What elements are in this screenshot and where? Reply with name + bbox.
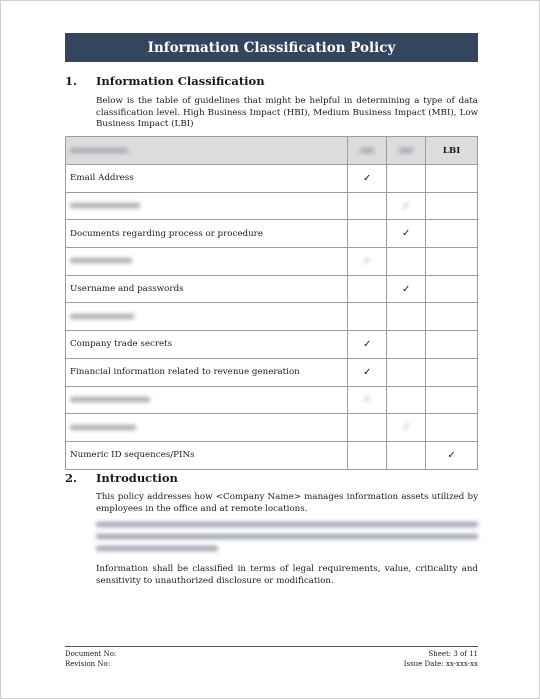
footer-issue-date: Issue Date: xx-xxx-xx	[403, 659, 478, 668]
mark-lbi	[426, 331, 478, 359]
mark-hbi	[348, 414, 387, 442]
section-title: Information Classification	[96, 74, 265, 88]
header-cell-lbi: LBI	[426, 137, 478, 165]
mark-hbi	[348, 303, 387, 331]
table-row	[66, 386, 478, 414]
table-row	[66, 220, 478, 248]
section-title: Introduction	[96, 471, 178, 485]
table-row	[66, 358, 478, 386]
mark-hbi	[348, 358, 387, 386]
mark-mbi	[387, 192, 426, 220]
mark-hbi	[348, 192, 387, 220]
mark-hbi	[348, 165, 387, 193]
redacted-check-icon: ✓	[401, 200, 411, 212]
mark-mbi	[387, 303, 426, 331]
row-label: Company trade secrets	[66, 331, 348, 359]
check-icon: ✓	[447, 449, 456, 461]
mark-hbi	[348, 441, 387, 469]
table-row	[66, 248, 478, 276]
mark-lbi	[426, 165, 478, 193]
footer-revision-no: Revision No:	[65, 659, 111, 668]
check-icon: ✓	[363, 366, 372, 378]
redacted-label	[70, 201, 140, 211]
table-row	[66, 414, 478, 442]
row-label	[66, 303, 348, 331]
table-header-row	[66, 137, 478, 165]
row-label	[66, 248, 348, 276]
row-label	[66, 192, 348, 220]
row-label: Financial information related to revenue generation	[66, 358, 348, 386]
section-intro-paragraph: Below is the table of guidelines that might be helpful in determining a type of data classification level. High Business Impact (HBI), Medium Business Impact (MBI), Low Business Impact (LBI)	[96, 96, 478, 130]
footer-document-no: Document No:	[65, 650, 117, 658]
mark-hbi	[348, 248, 387, 276]
mark-hbi	[348, 331, 387, 359]
footer-sheet: Sheet: 3 of 11	[428, 650, 478, 658]
check-icon: ✓	[401, 228, 411, 240]
section-paragraph: Information shall be classified in terms of legal requirements, value, criticality and sensitivity to unauthorized disclosure or modification.	[96, 564, 478, 586]
mark-lbi	[426, 192, 478, 220]
mark-mbi	[387, 248, 426, 276]
mark-mbi	[387, 414, 426, 442]
mark-hbi	[348, 220, 387, 248]
mark-hbi	[348, 386, 387, 414]
section-paragraph: This policy addresses how <Company Name> manages information assets utilized by employees in the office and at remote locations.	[96, 492, 478, 514]
mark-mbi	[387, 165, 426, 193]
mark-mbi	[387, 386, 426, 414]
row-label: Username and passwords	[66, 275, 348, 303]
redacted-check-icon: ✓	[401, 422, 411, 434]
document-title: Information Classification Policy	[65, 33, 478, 62]
page-footer	[65, 650, 478, 669]
mark-lbi	[426, 248, 478, 276]
table-row	[66, 441, 478, 469]
table-row	[66, 165, 478, 193]
mark-lbi	[426, 275, 478, 303]
row-label: Numeric ID sequences/PINs	[66, 441, 348, 469]
mark-mbi	[387, 331, 426, 359]
check-icon: ✓	[363, 338, 372, 350]
mark-lbi	[426, 386, 478, 414]
mark-lbi	[426, 303, 478, 331]
redacted-check-icon: ✓	[363, 394, 372, 406]
check-icon: ✓	[401, 283, 411, 295]
mark-lbi	[426, 414, 478, 442]
header-cell-hbi	[348, 137, 387, 165]
redacted-label	[70, 312, 134, 322]
table-row	[66, 331, 478, 359]
redacted-label	[70, 423, 136, 433]
table-row	[66, 303, 478, 331]
section-heading	[65, 471, 178, 485]
header-cell-item	[66, 137, 348, 165]
header-cell-mbi	[387, 137, 426, 165]
table-row	[66, 275, 478, 303]
row-label	[66, 414, 348, 442]
mark-lbi	[426, 441, 478, 469]
section-heading	[65, 74, 265, 88]
row-label	[66, 386, 348, 414]
section-number: 1.	[65, 74, 78, 88]
mark-mbi	[387, 441, 426, 469]
mark-lbi	[426, 220, 478, 248]
redacted-label	[70, 395, 150, 405]
mark-mbi	[387, 275, 426, 303]
mark-mbi	[387, 358, 426, 386]
classification-table	[65, 136, 478, 470]
redacted-paragraph	[96, 522, 478, 558]
footer-divider	[65, 646, 478, 647]
row-label: Documents regarding process or procedure	[66, 220, 348, 248]
mark-hbi	[348, 275, 387, 303]
row-label: Email Address	[66, 165, 348, 193]
section-number: 2.	[65, 471, 78, 485]
check-icon: ✓	[363, 172, 372, 184]
mark-lbi	[426, 358, 478, 386]
mark-mbi	[387, 220, 426, 248]
redacted-check-icon: ✓	[363, 255, 372, 267]
table-row	[66, 192, 478, 220]
redacted-label	[70, 256, 132, 266]
